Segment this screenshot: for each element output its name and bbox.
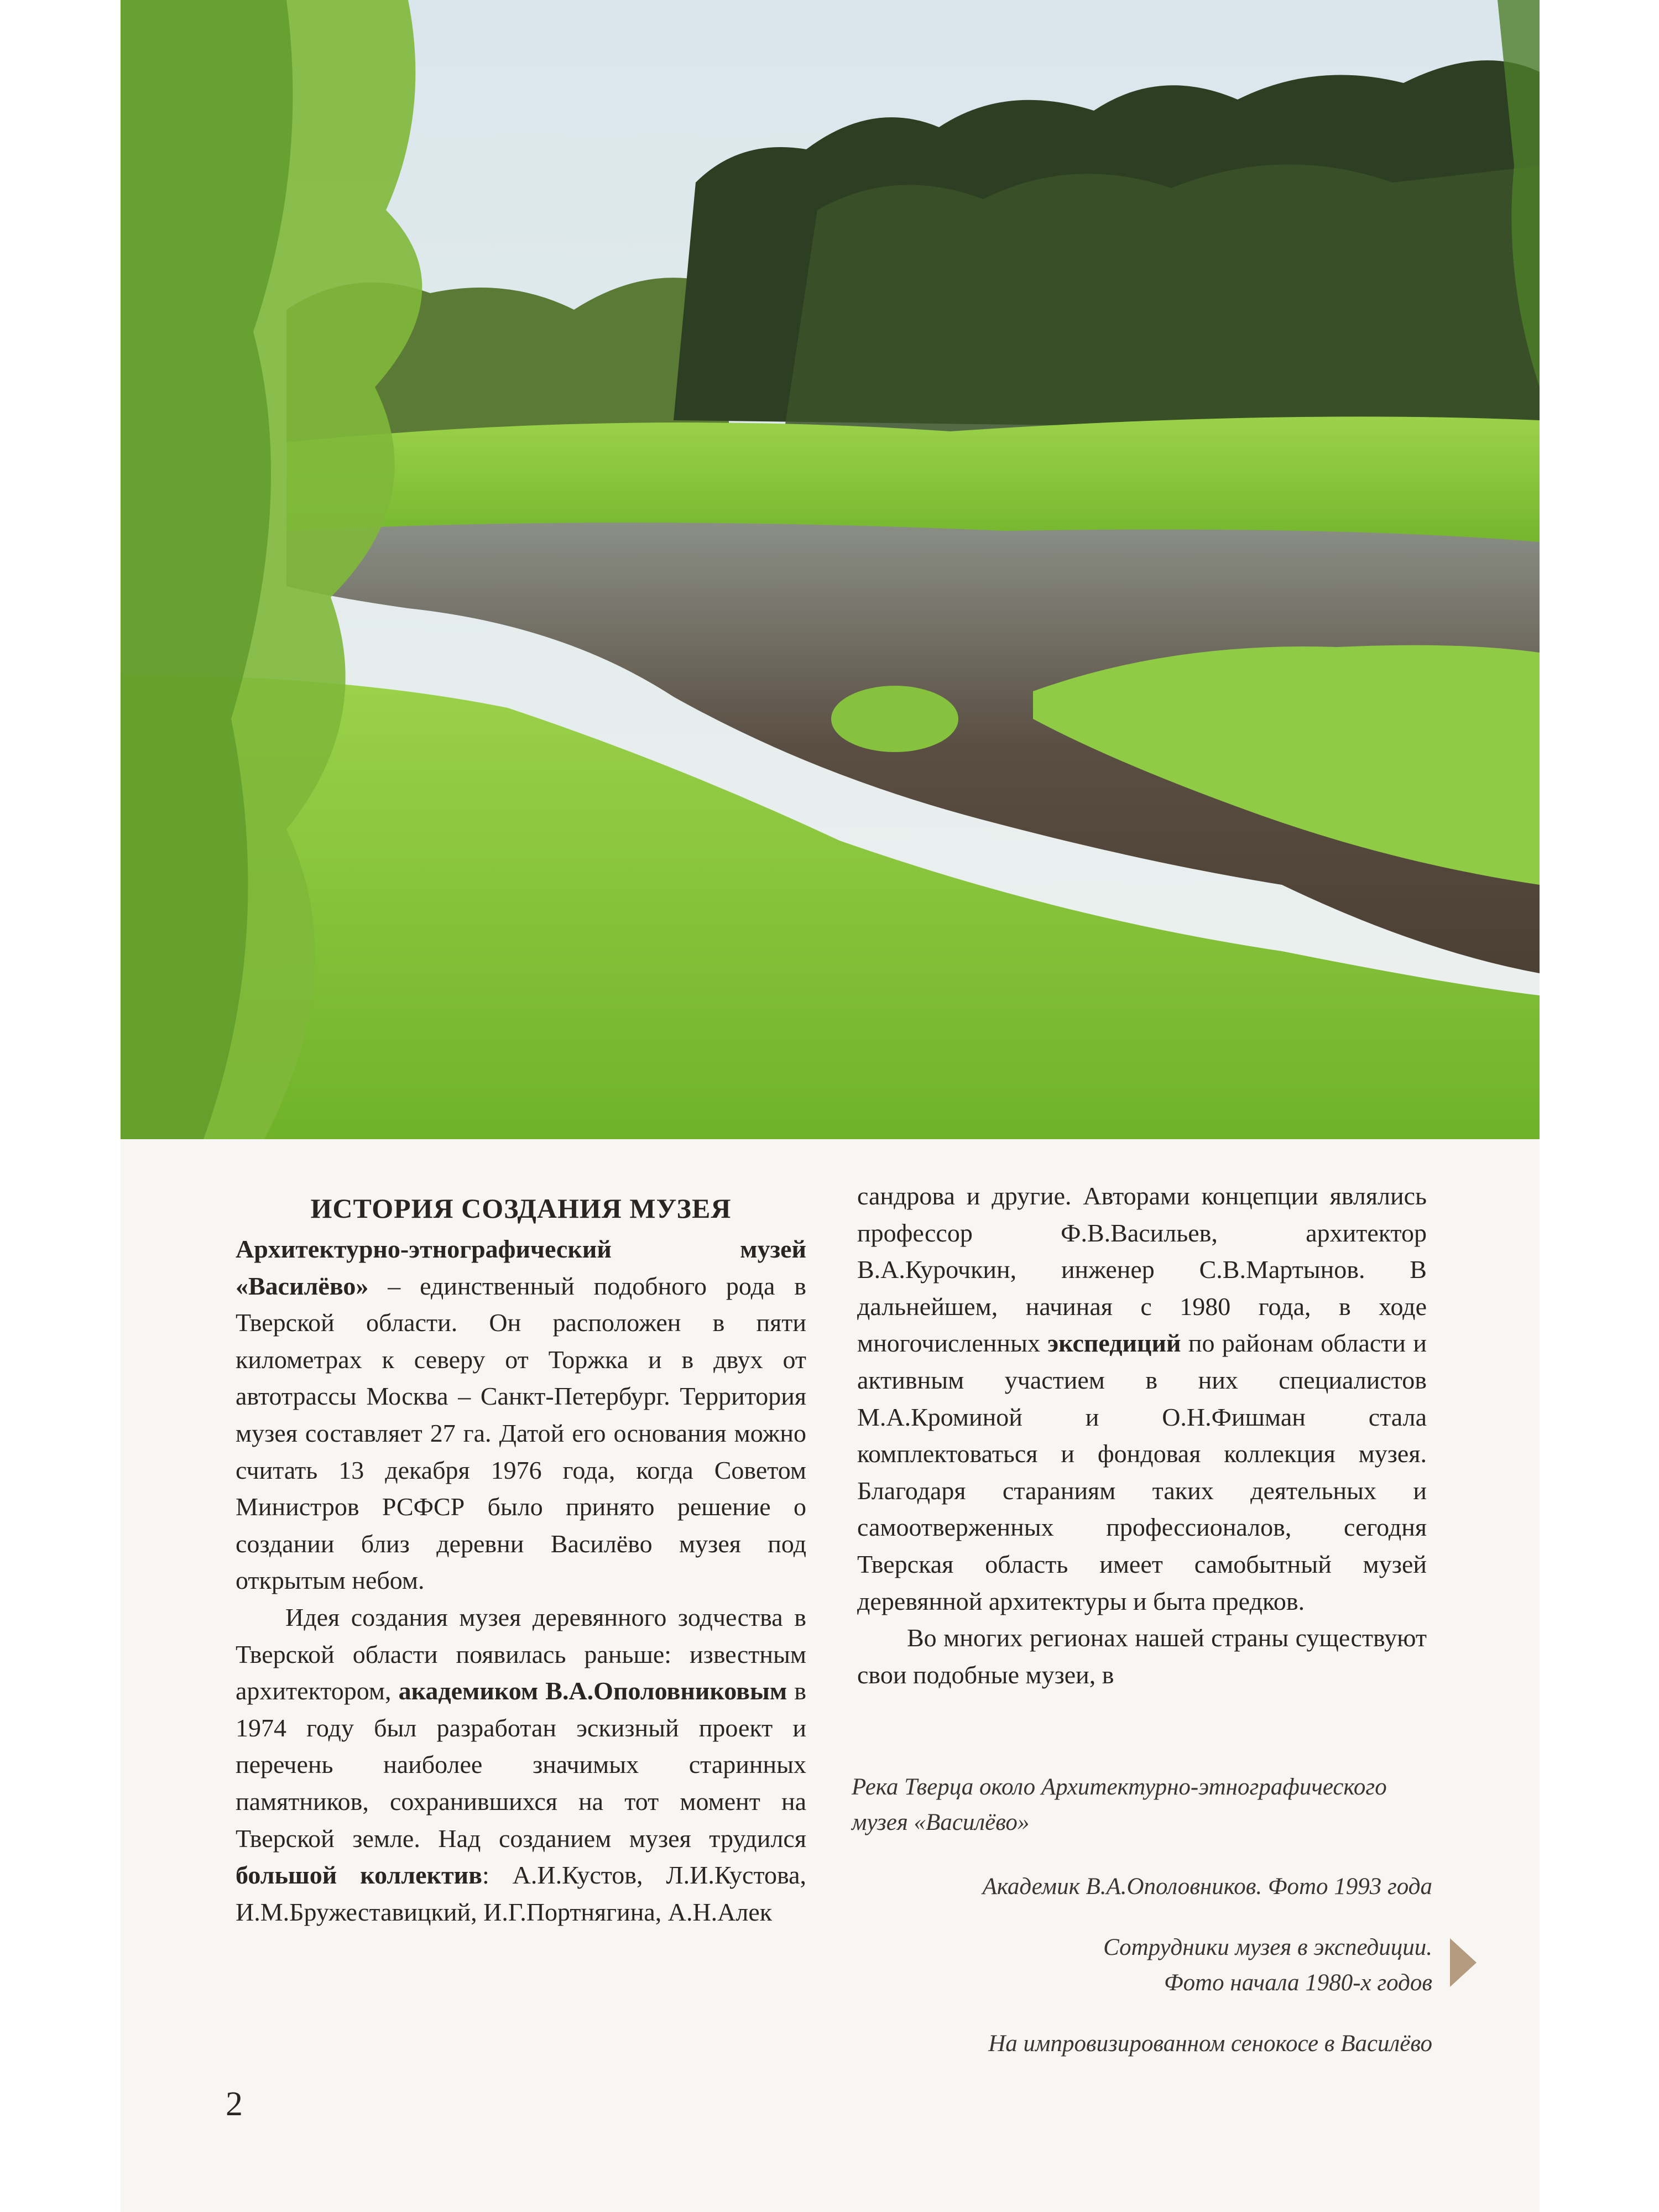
- paragraph-continued-text-a: сандрова и другие. Авторами концепции являлись профессор Ф.В.Васильев, архитектор В.А.Курочкин, инженер С.В.Мартынов. В дальнейшем, начиная с 1980 года, в ходе многочисленных: [857, 1182, 1427, 1358]
- article-right-column: [857, 1178, 1427, 1693]
- museum-name: Архитектурно-этнографический музей «Василёво»: [236, 1235, 806, 1300]
- caption-staff-line1: Сотрудники музея в экспедиции.: [1103, 1934, 1432, 1960]
- paragraph-idea-text-b: в 1974 году был разработан эскизный проект и перечень наиболее значимых старинных памятников, сохранившихся на тот момент на Тверской земле. Над созданием музея трудился: [236, 1677, 806, 1853]
- landscape-photo: [121, 0, 1540, 1139]
- paragraph-intro: [236, 1231, 806, 1599]
- article-heading: ИСТОРИЯ СОЗДАНИЯ МУЗЕЯ: [310, 1193, 732, 1224]
- caption-staff-line2: Фото начала 1980-х годов: [1164, 1970, 1432, 1996]
- caption-academic: Академик В.А.Ополовников. Фото 1993 года: [982, 1874, 1432, 1900]
- article-left-column: [236, 1189, 806, 1931]
- river-landscape-icon: [121, 0, 1540, 1139]
- triangle-right-icon: [1450, 1938, 1477, 1987]
- academic-name: академиком В.А.Ополовниковым: [398, 1677, 787, 1705]
- page-number: 2: [226, 2085, 243, 2123]
- caption-river: Река Тверца около Архитектурно-этнографического музея «Василёво»: [852, 1774, 1387, 1835]
- expeditions-phrase: экспедиций: [1047, 1329, 1181, 1358]
- paragraph-continued: [857, 1178, 1427, 1620]
- paragraph-idea-text-a: Идея создания музея деревянного зодчества в Тверской области появилась раньше: известным архитектором,: [236, 1603, 806, 1705]
- paragraph-regions: Во многих регионах нашей страны существуют свои подобные музеи, в: [857, 1624, 1427, 1689]
- caption-staff: [852, 1930, 1432, 2001]
- photo-captions: [852, 1770, 1432, 2062]
- team-phrase: большой коллектив: [236, 1861, 482, 1890]
- paragraph-idea: [236, 1599, 806, 1931]
- paragraph-continued-text-b: по районам области и активным участием в них специалистов М.А.Кроминой и О.Н.Фишман стала комплектоваться и фондовая коллекция музея. Благодаря стараниям таких деятельных и самоотверженных профессионалов, сегодня Тверская область имеет самобытный музей деревянной архитектуры и быта предков.: [857, 1329, 1427, 1615]
- paragraph-intro-text: – единственный подобного рода в Тверской области. Он расположен в пяти километрах к северу от Торжка и в двух от автотрассы Москва – Санкт-Петербург. Территория музея составляет 27 га. Датой его основания можно считать 13 декабря 1976 года, когда Советом Министров РСФСР было принято решение о создании близ деревни Василёво музея под открытым небом.: [236, 1271, 806, 1595]
- caption-haymaking: На импровизированном сенокосе в Василёво: [988, 2031, 1432, 2057]
- paragraph-idea-text-c: : А.И.Кустов, Л.И.Кустова, И.М.Бружеставицкий, И.Г.Портнягина, А.Н.Алек: [236, 1861, 806, 1926]
